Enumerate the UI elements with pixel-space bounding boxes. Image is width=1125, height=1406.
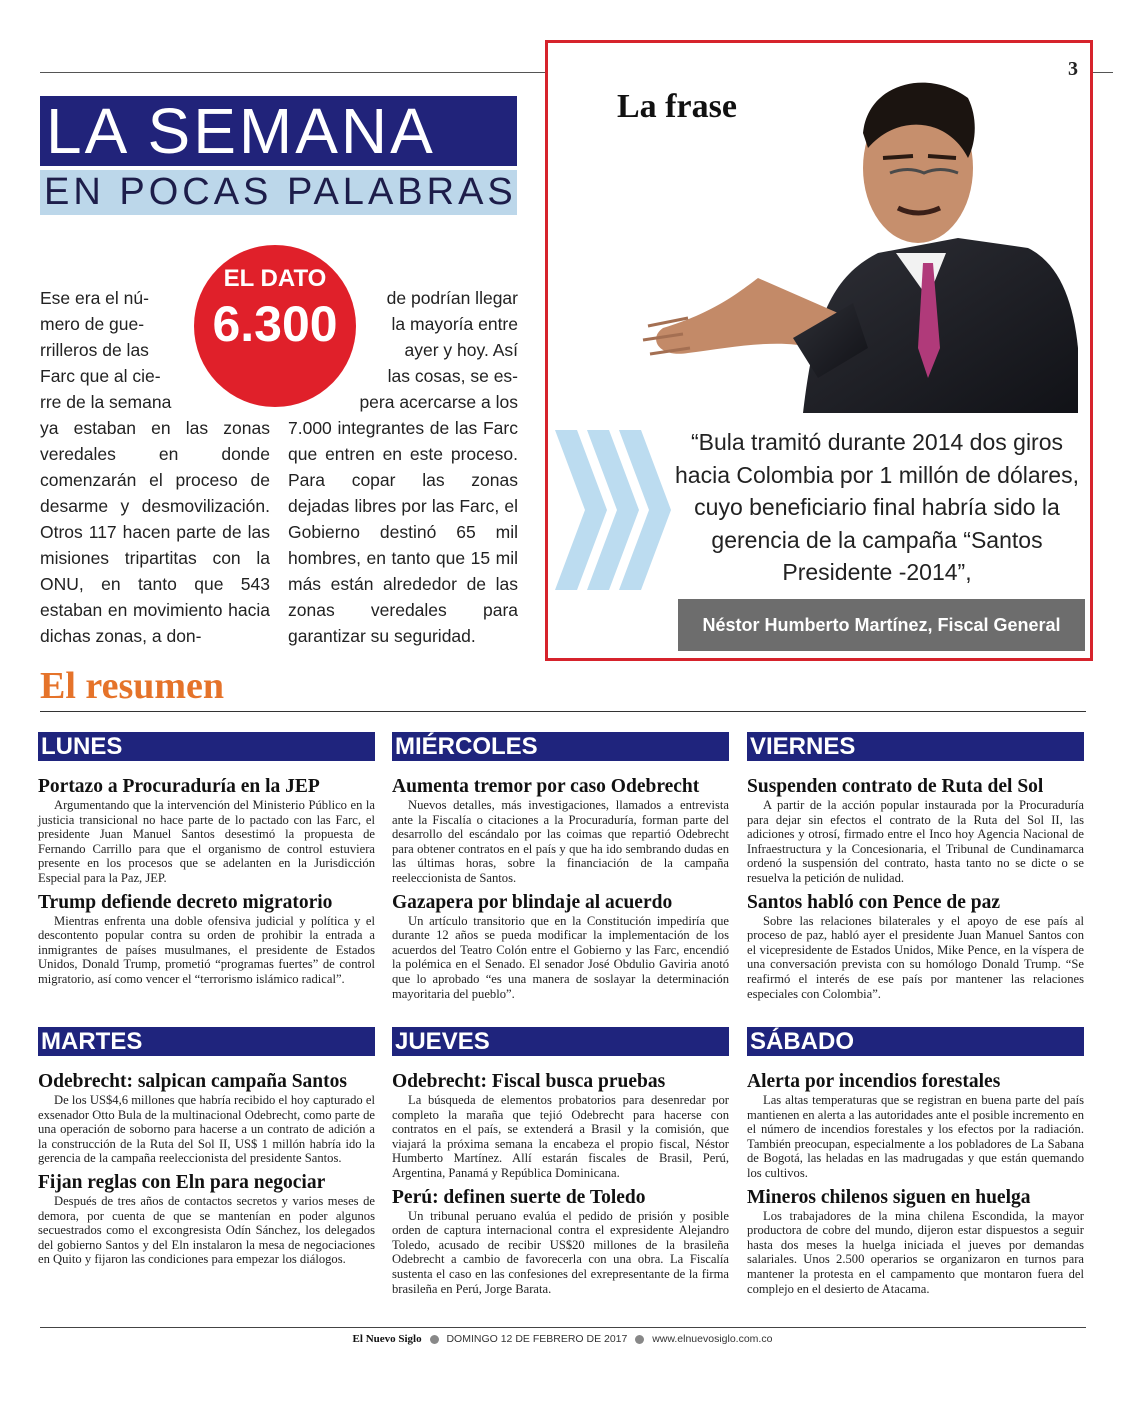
day-column-jueves (392, 1027, 729, 1296)
frase-author: Néstor Humberto Martínez, Fiscal General (678, 599, 1085, 651)
story-headline: Fijan reglas con Eln para negociar (38, 1171, 326, 1193)
footer-rule (40, 1327, 1086, 1328)
dato-right-wrap (355, 285, 518, 415)
story-headline: Suspenden contrato de Ruta del Sol (747, 776, 1044, 797)
story-body: A partir de la acción popular instaurada por la Procuraduría para dejar sin efectos el contrato de la Ruta del Sol II, las adiciones y otrosí, firmado entre el Inco hoy Agencia Nacional de Infraestructura y la Concesionaria, el Tribunal de Cundinamarca ordenó la suspensión del contrato, hasta tanto no se dicte o se resuelva la petición de nulidad. (747, 798, 1084, 885)
dato-text-line: Ese era el nú- (40, 288, 149, 308)
page-footer (0, 1333, 1125, 1345)
day-header: VIERNES (747, 732, 1084, 761)
day-header: MIÉRCOLES (392, 732, 729, 761)
day-column-sabado (747, 1027, 1084, 1296)
dato-value: 6.300 (212, 296, 338, 352)
dato-text-line: ayer y hoy. Así (404, 340, 518, 360)
day-header: JUEVES (392, 1027, 729, 1056)
story-body: De los US$4,6 millones que habría recibido el hoy capturado el exsenador Otto Bula de la multinacional Odebrecht, como parte de una operación de soborno para hacerse a un contrato de adición a la construcción de la Ruta del Sol II, US$ 1 millón habría ido la gerencia de la campaña reeleccionista del presidente Santos. (38, 1093, 375, 1166)
footer-url[interactable]: www.elnuevosiglo.com.co (652, 1333, 773, 1345)
dato-text-line: rrilleros de las (40, 340, 149, 360)
story-body: Los trabajadores de la mina chilena Escondida, la mayor productora de cobre del mundo, dijeron estar dispuestos a seguir hasta dos meses la huelga iniciada el jueves por demandas salariales. Unos 2.500 operarios se organizaron en turnos para mantener la protesta en el campamento que montaron fuera del complejo en el desierto de Atacama. (747, 1208, 1084, 1296)
story-body: Las altas temperaturas que se registran en buena parte del país mantienen en alerta a las autoridades ante el posible incremento en el número de incendios forestales y los efectos por la radiación. También preocupan, especialmente a los pobladores de La Sabana de Bogotá, las heladas en las madrugadas y que están quemando los cultivos. (747, 1093, 1084, 1180)
bullet-icon (430, 1335, 439, 1344)
dato-text-line: rre de la semana (40, 392, 172, 412)
page-number: 3 (1068, 58, 1078, 80)
story-body: Sobre las relaciones bilaterales y el apoyo de ese país al proceso de paz, habló ayer el presidente Juan Manuel Santos con el vicepresidente de Estados Unidos, Mike Pence, en la víspera de una conversación prevista con su homólogo Donald Trump. “Se reafirmó el interés de ese país por mantener las relaciones especiales con Colombia”. (747, 913, 1084, 1001)
day-header: MARTES (38, 1027, 375, 1056)
section-title: LA SEMANA (40, 96, 517, 166)
resumen-title: El resumen (40, 665, 225, 707)
story-headline: Perú: definen suerte de Toledo (392, 1186, 646, 1208)
dato-text-line: las cosas, se es- (387, 366, 518, 386)
story-headline: Odebrecht: salpican campaña Santos (38, 1071, 347, 1092)
dato-text-line: mero de gue- (40, 314, 145, 334)
section-subtitle: EN POCAS PALABRAS (40, 170, 517, 215)
bullet-icon (635, 1335, 644, 1344)
quote-chevrons-icon (555, 430, 675, 590)
story-body: Un artículo transitorio que en la Constitución impediría que durante 12 años se pueda modificar la implementación de los acuerdos del Teatro Colón entre el Gobierno y las Farc, encendió la polémica en el Senado. El senador José Obdulio Gaviria anotó que lo aprobado “es una manera de soslayar la determinación mayoritaria del pueblo”. (392, 913, 729, 1001)
story-body: Mientras enfrenta una doble ofensiva judicial y política y el descontento popular contra su orden de prohibir la entrada a inmigrantes de países musulmanes, el presidente de Estados Unidos, Donald Trump, prometió “programas fuertes” de control migratorio, así como vencer el “terrorismo islámico radical”. (38, 913, 375, 986)
story-headline: Trump defiende decreto migratorio (38, 891, 333, 913)
frase-quote: “Bula tramitó durante 2014 dos giros hacia Colombia por 1 millón de dólares, cuyo beneficiario final habría sido la gerencia de la campaña “Santos Presidente -2014”, (675, 429, 1079, 585)
dato-text-line: pera acercarse a los (359, 392, 518, 412)
story-headline: Portazo a Procuraduría en la JEP (38, 776, 320, 797)
story-body: Después de tres años de contactos secretos y varios meses de demora, por cuenta de que se mantenían en poder algunos secuestrados como el excongresista Odín Sánchez, los delegados del gobierno Santos y del Eln instalaron la mesa de negociaciones en Quito y fijaron las condiciones para empezar los diálogos. (38, 1193, 375, 1267)
story-headline: Aumenta tremor por caso Odebrecht (392, 776, 700, 797)
footer-date: DOMINGO 12 DE FEBRERO DE 2017 (446, 1333, 628, 1345)
dato-text-line: Farc que al cie- (40, 366, 161, 386)
dato-body-left: ya estaban en las zonas veredales en donde comenzarán el proceso de desarme y desmovilización. Otros 117 hacen parte de las misiones tripartitas con la ONU, en tanto que 543 estaban en movimiento hacia dichas zonas, a don- (40, 418, 270, 646)
top-rule (40, 72, 545, 73)
day-column-martes (38, 1027, 375, 1267)
story-body: Nuevos detalles, más investigaciones, llamados a entrevista ante la Fiscalía o citaciones a la Procuraduría, forman parte del desarrollo del escándalo por las coimas que repartió Odebrecht para obtener contratos en el país y que ha ido sembrando dudas en las últimas horas, sobre la financiación de la campaña reeleccionista de Santos. (392, 798, 729, 885)
day-column-lunes (38, 732, 375, 987)
dato-left-wrap (40, 285, 190, 415)
dato-badge (194, 245, 356, 407)
story-headline: Santos habló con Pence de paz (747, 891, 1000, 913)
day-header: LUNES (38, 732, 375, 761)
story-headline: Mineros chilenos siguen en huelga (747, 1186, 1031, 1208)
frase-label: La frase (617, 88, 737, 125)
day-column-viernes (747, 732, 1084, 1001)
dato-label: EL DATO (223, 265, 327, 292)
story-body: Un tribunal peruano evalúa el pedido de prisión y posible orden de captura internacional contra el expresidente Alejandro Toledo, acusado de recibir US$20 millones de la brasileña Odebrecht a cambio de favorecerla con una obra. La Fiscalía sustenta el caso en las confesiones del exrepresentante de la firma brasileña en Perú, Jorge Barata. (392, 1208, 729, 1296)
story-headline: Gazapera por blindaje al acuerdo (392, 891, 673, 913)
story-body: Argumentando que la intervención del Ministerio Público en la justicia transicional no hace parte de lo pactado con las Farc, el presidente Juan Manuel Santos desestimó la propuesta de Fernando Carrillo para que el organismo de control estuviera presente en los procesos que se adelanten en la Jurisdicción Especial para la Paz, JEP. (38, 798, 375, 885)
day-column-miercoles (392, 732, 729, 1001)
story-headline: Alerta por incendios forestales (747, 1071, 1001, 1092)
story-headline: Odebrecht: Fiscal busca pruebas (392, 1071, 666, 1092)
resumen-rule (40, 711, 1086, 712)
footer-brand: El Nuevo Siglo (352, 1333, 422, 1345)
story-body: La búsqueda de elementos probatorios para desenredar por completo la maraña que tejió Odebrecht para hacerse con contratos en el país, se extenderá a Brasil y la comisión, que viajará la próxima semana la encabeza el propio fiscal, Néstor Humberto Martínez. Allí estarán fiscales de Brasil, Perú, Argentina, Panamá y República Dominicana. (392, 1093, 729, 1180)
dato-text-line: la mayoría entre (391, 314, 518, 334)
dato-text-line: de podrían llegar (386, 288, 518, 308)
day-header: SÁBADO (747, 1027, 1084, 1056)
top-rule-right (1093, 72, 1113, 73)
dato-body-right: 7.000 integrantes de las Farc que entren en este proceso. Para copar las zonas dejadas libres por las Farc, el Gobierno destinó 65 mil hombres, en tanto que 15 mil más están alrededor de las zonas veredales para garantizar su seguridad. (288, 418, 518, 646)
